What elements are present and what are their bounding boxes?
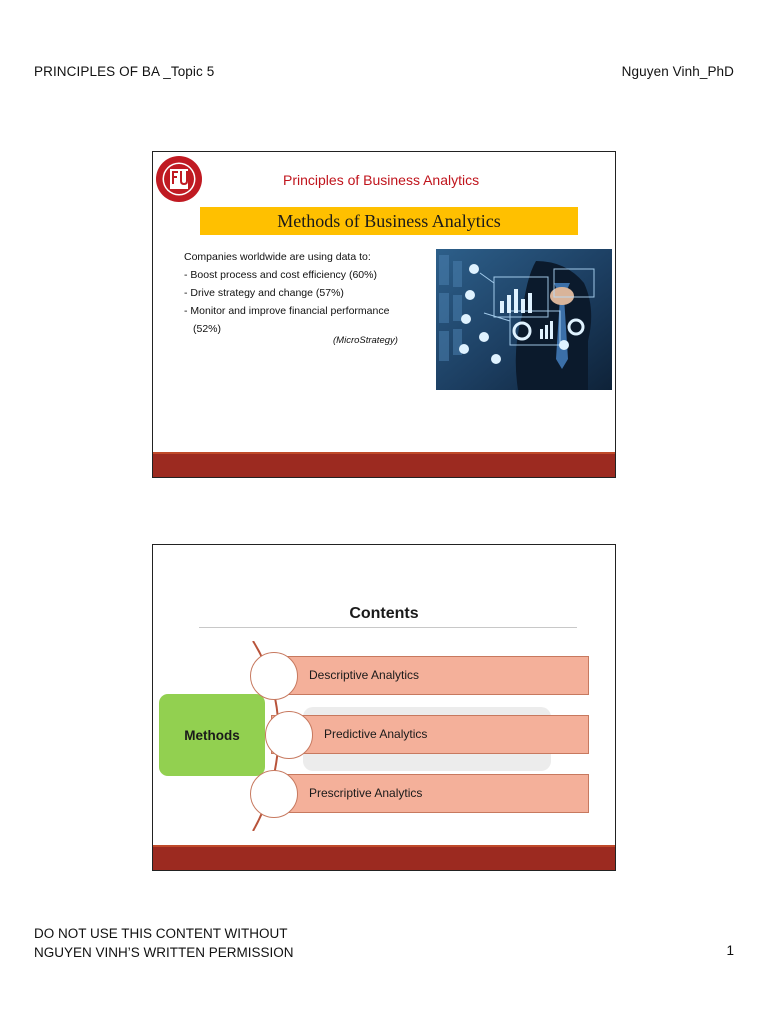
bullet-item: - Monitor and improve financial performance: [184, 305, 390, 317]
bullet-list: [184, 248, 434, 338]
copyright-line-1: DO NOT USE THIS CONTENT WITHOUT: [34, 926, 288, 941]
bullet-item: - Boost process and cost efficiency (60%): [184, 269, 377, 281]
slide-1: [152, 151, 616, 478]
prescriptive-analytics-item: Prescriptive Analytics: [271, 774, 589, 813]
slide-footer-band: [153, 452, 615, 477]
document-header-left: PRINCIPLES OF BA _Topic 5: [34, 64, 215, 79]
methods-node: Methods: [159, 694, 265, 776]
document-header-right: Nguyen Vinh_PhD: [621, 64, 734, 79]
bullet-item: - Drive strategy and change (57%): [184, 287, 344, 299]
item-bullet-circle: [265, 711, 313, 759]
slide-title: Contents: [349, 605, 419, 622]
slide-2: [152, 544, 616, 871]
business-analytics-photo: [436, 249, 612, 390]
title-divider: [199, 627, 577, 628]
item-bullet-circle: [250, 652, 298, 700]
slide-footer-band: [153, 845, 615, 870]
page-number: 1: [726, 943, 734, 958]
university-seal-logo: [155, 155, 203, 203]
predictive-analytics-item: Predictive Analytics: [271, 715, 589, 754]
bullet-intro: Companies worldwide are using data to:: [184, 251, 371, 263]
bullet-item-continued: (52%): [193, 323, 222, 335]
slide-title: Methods of Business Analytics: [200, 207, 578, 235]
descriptive-analytics-item: Descriptive Analytics: [271, 656, 589, 695]
item-bullet-circle: [250, 770, 298, 818]
copyright-notice: [34, 924, 294, 962]
source-citation: (MicroStrategy): [333, 335, 398, 346]
slide-subtitle: Principles of Business Analytics: [283, 172, 480, 188]
copyright-line-2: NGUYEN VINH’S WRITTEN PERMISSION: [34, 945, 294, 960]
